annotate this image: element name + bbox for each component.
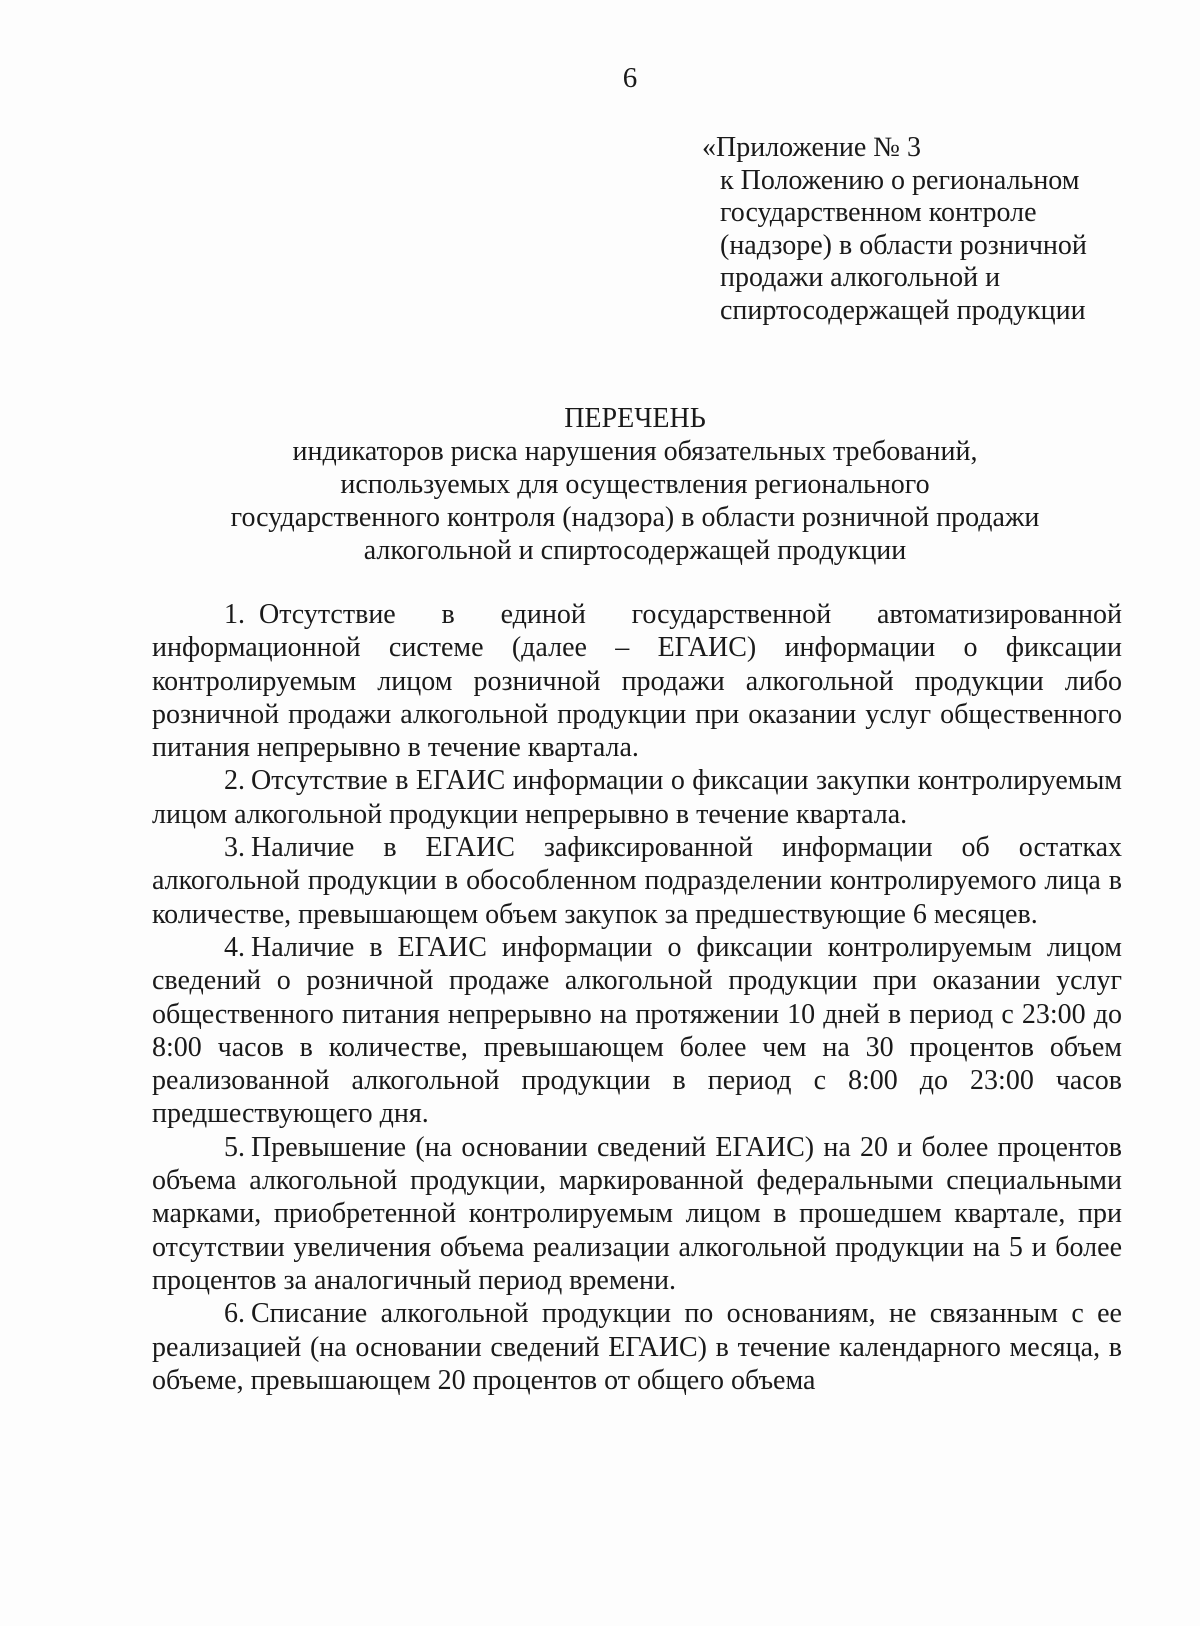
title-heading: ПЕРЕЧЕНЬ [564,403,706,434]
item-number: 4. [224,931,245,963]
title-subtitle-line: государственного контроля (надзора) в области розничной продажи [230,502,1040,533]
appendix-line: продажи алкогольной и [720,262,1001,293]
item-number: 3. [224,832,245,864]
list-item [152,1131,1122,1297]
item-number: 2. [224,765,245,797]
item-number: 1. [224,599,245,630]
item-text: Списание алкогольной продукции по основаниям, не связанным с ее реализацией (на основании сведений ЕГАИС) в течение календарного месяца, в объеме, превышающем 20 процентов от общего объема [152,1298,1122,1396]
item-text: Наличие в ЕГАИС зафиксированной информации об остатках алкогольной продукции в обособленном подразделении контролируемого лица в количестве, превышающем объем закупок за предшествующие 6 месяцев. [152,832,1122,930]
list-item [152,931,1122,1131]
title-subtitle-line: алкогольной и спиртосодержащей продукции [363,535,907,566]
appendix-line: (надзоре) в области розничной [720,229,1087,261]
title-subtitle-line: используемых для осуществления регионального [340,469,930,500]
appendix-line: государственном контроле [720,197,1037,228]
item-text: Наличие в ЕГАИС информации о фиксации контролируемым лицом сведений о розничной продаже алкогольной продукции при оказании услуг общественного питания непрерывно на протяжении 10 дней в период с 23:00 до 8:00 часов в количестве, превышающем более чем на 30 процентов объем реализованной алкогольной продукции в период с 8:00 до 23:00 часов предшествующего дня. [152,931,1122,1130]
appendix-line: «Приложение № 3 [702,132,921,163]
item-number: 6. [224,1298,245,1330]
item-text: Превышение (на основании сведений ЕГАИС) на 20 и более процентов объема алкогольной продукции, маркированной федеральными специальными марками, приобретенной контролируемым лицом в прошедшем квартале, при отсутствии увеличения объема реализации алкогольной продукции на 5 и более процентов за аналогичный период времени. [152,1131,1122,1296]
appendix-header [702,132,1087,327]
list-item [152,764,1122,831]
title-subtitle-line: индикаторов риска нарушения обязательных требований, [292,436,978,467]
appendix-line: к Положению о региональном [720,164,1080,196]
item-text: Отсутствие в единой государственной автоматизированной информационной системе (далее – ЕГАИС) информации о фиксации контролируемым лицом розничной продажи алкогольной продукции либо розничной продажи алкогольной продукции при оказании услуг общественного питания непрерывно в течение квартала. [152,599,1122,764]
list-item [152,598,1122,764]
document-title [150,402,1120,567]
list-item [152,831,1122,931]
indicator-list [152,598,1122,1397]
item-number: 5. [224,1131,245,1163]
list-item [152,1297,1122,1397]
page-number: 6 [622,62,638,94]
appendix-line: спиртосодержащей продукции [720,294,1086,326]
item-text: Отсутствие в ЕГАИС информации о фиксации закупки контролируемым лицом алкогольной продукции непрерывно в течение квартала. [152,765,1122,830]
